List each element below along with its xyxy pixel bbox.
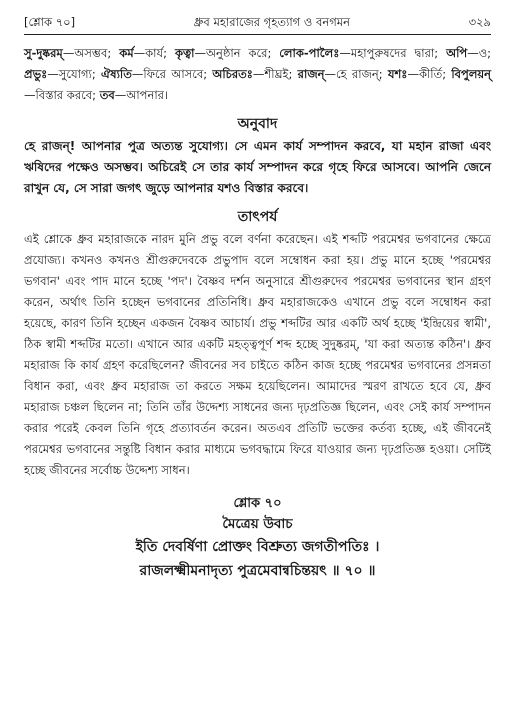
page-number: ৩২৯	[468, 15, 491, 29]
verse-reference: [শ্লোক ৭০]	[24, 15, 76, 29]
synonym-meaning: ও;	[478, 46, 492, 60]
synonym-meaning: অনুষ্ঠান করে;	[206, 46, 272, 60]
synonym-meaning: শীঘ্রই;	[264, 67, 293, 81]
synonym-meaning: কীর্তি;	[418, 67, 447, 81]
synonym-word: রাজন্	[297, 67, 325, 81]
synonym-meaning: মহাপুরুষদের দ্বারা;	[350, 46, 439, 60]
synonym-meaning: হে রাজন্;	[335, 67, 383, 81]
verse-number: শ্লোক ৭০	[233, 496, 282, 511]
synonym-word: যশঃ	[387, 67, 408, 81]
synonym-word: কর্ম	[119, 46, 134, 60]
translation-heading: অনুবাদ	[237, 116, 278, 132]
synonym-meaning: ফিরে আসবে;	[143, 67, 208, 81]
synonym-meaning: বিস্তার করবে;	[35, 88, 97, 102]
chapter-title: ধ্রুব মহারাজের গৃহত্যাগ ও বনগমন	[193, 15, 351, 29]
synonym-word: প্রভুঃ	[24, 67, 48, 81]
synonym-word: সু-দুষ্করম্	[24, 46, 63, 60]
next-verse	[24, 493, 491, 583]
synonym-meaning: কার্য;	[145, 46, 168, 60]
synonym-meaning: আপনার।	[126, 88, 169, 102]
synonym-meaning: সুযোগ্য;	[58, 67, 96, 81]
verse-line-1: ইতি দেবর্ষিণা প্রোক্তং বিশ্রুত্য জগতীপতিঃ ।	[135, 539, 380, 555]
synonym-word: কৃত্বা	[174, 46, 195, 60]
synonym-word: অপি	[446, 46, 468, 60]
synonym-word: তব	[99, 88, 115, 102]
translation-text: হে রাজন্! আপনার পুত্র অত্যন্ত সুযোগ্য। সে এমন কার্য সম্পাদন করবে, যা মহান রাজা এবং ঋষিদের পক্ষেও অসম্ভব। অচিরেই সে তার কার্য সম্পাদন করে গৃহে ফিরে আসবে। আপনি জেনে রাখুন যে, সে সারা জগৎ জুড়ে আপনার যশও বিস্তার করবে।	[24, 139, 491, 195]
verse-speaker: মৈত্রেয় উবাচ	[222, 516, 293, 532]
purport-heading: তাৎপর্য	[237, 209, 278, 225]
synonym-word: বিপুলয়ন্	[451, 67, 492, 81]
synonym-word: ঐষ্যতি	[100, 67, 132, 81]
synonym-word: লোক-পালৈঃ	[279, 46, 340, 60]
purport-text: এই শ্লোকে ধ্রুব মহারাজকে নারদ মুনি প্রভু বলে বর্ণনা করেছেন। এই শব্দটি পরমেশ্বর ভগবানের ক্ষেত্রে প্রযোজ্য। কখনও কখনও শ্রীগুরুদেবকে প্রভুপাদ বলে সম্বোধন করা হয়। প্রভু মানে হচ্ছে 'পরমেশ্বর ভগবান' এবং পাদ মানে হচ্ছে 'পদ'। বৈষ্ণব দর্শন অনুসারে শ্রীগুরুদেব পরমেশ্বর ভগবানের স্থান গ্রহণ করেন, অর্থাৎ তিনি হচ্ছেন ভগবানের প্রতিনিধি। ধ্রুব মহারাজকেও এখানে প্রভু বলে সম্বোধন করা হয়েছে, কারণ তিনি হচ্ছেন একজন বৈষ্ণব আচার্য। প্রভু শব্দটির আর একটি অর্থ হচ্ছে 'ইন্দ্রিয়ের স্বামী', ঠিক স্বামী শব্দটির মতো। এখানে আর একটি মহত্ত্বপূর্ণ শব্দ হচ্ছে সুদুষ্করম্, 'যা করা অত্যন্ত কঠিন'। ধ্রুব মহারাজ কি কার্য গ্রহণ করেছিলেন? জীবনের সব চাইতে কঠিন কাজ হচ্ছে পরমেশ্বর ভগবানের প্রসন্নতা বিধান করা, এবং ধ্রুব মহারাজ তা করতে সক্ষম হয়েছিলেন। আমাদের স্মরণ রাখতে হবে যে, ধ্রুব মহারাজ চঞ্চল ছিলেন না; তিনি তাঁর উদ্দেশ্য সাধনের জন্য দৃঢ়প্রতিজ্ঞ ছিলেন, এবং সেই কার্য সম্পাদন করার পরেই কেবল তিনি গৃহে প্রত্যাবর্তন করেন। অতএব প্রতিটি ভক্তের কর্তব্য হচ্ছে, এই জীবনেই পরমেশ্বর ভগবানের সন্তুষ্টি বিধান করার মাধ্যমে ভগবদ্ধামে ফিরে যাওয়ার জন্য দৃঢ়প্রতিজ্ঞ হওয়া। সেটিই হচ্ছে জীবনের সর্বোচ্চ উদ্দেশ্য সাধন।	[24, 232, 491, 477]
synonym-meaning: অসম্ভব;	[74, 46, 112, 60]
verse-line-2: রাজলক্ষ্মীমনাদৃত্য পুত্রমেবান্বচিন্তয়ৎ ॥ ৭০ ॥	[139, 563, 376, 579]
synonym-word: অচিরতঃ	[212, 67, 253, 81]
synonyms-paragraph: সু-দুষ্করম্—অসম্ভব; কর্ম—কার্য; কৃত্বা—অনুষ্ঠান করে; লোক-পালৈঃ—মহাপুরুষদের দ্বারা; অপি—ও; প্রভুঃ—সুযোগ্য; ঐষ্যতি—ফিরে আসবে; অচিরতঃ—শীঘ্রই; রাজন্—হে রাজন্; যশঃ—কীর্তি; বিপুলয়ন্—বিস্তার করবে; তব—আপনার।	[24, 46, 492, 102]
running-header	[24, 14, 491, 35]
